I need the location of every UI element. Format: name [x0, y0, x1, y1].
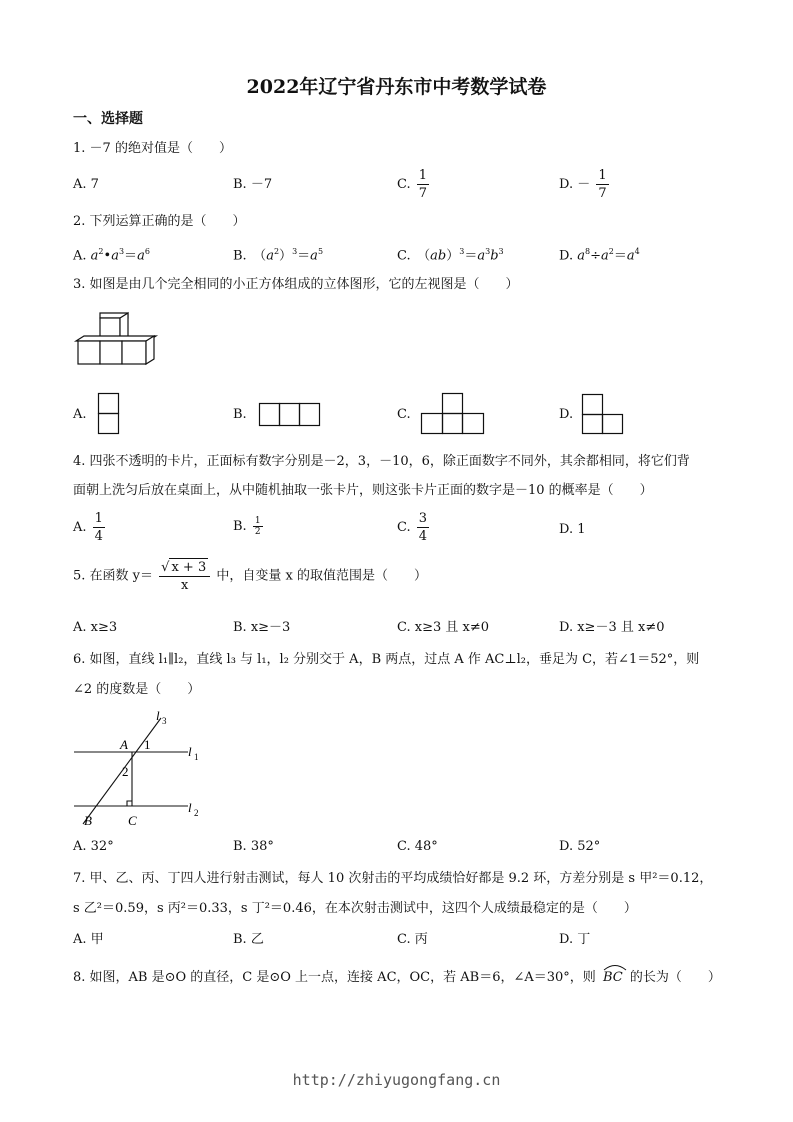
q3-option-c-figure [421, 393, 487, 437]
q7-option-c: C. 丙 [397, 932, 428, 947]
q3-option-b-figure [259, 403, 323, 427]
q4-option-b: B. $\frac{1}{2}$ [233, 516, 261, 537]
label-l1: l [188, 744, 192, 759]
q3-option-b-label: B. [233, 407, 247, 422]
q6-stem-line2: ∠2 的度数是（ ） [73, 682, 201, 697]
q1-option-d: D. － $\frac{1}{7}$ [559, 168, 607, 201]
q3-option-d-label: D. [559, 407, 574, 422]
label-l3-sub: 3 [162, 716, 167, 726]
label-A: A [120, 737, 128, 752]
q7-stem-line1: 7. 甲、乙、丙、丁四人进行射击测试，每人 10 次射击的平均成绩恰好都是 9.2 环，方差分别是 s 甲²＝0.12， [73, 871, 713, 886]
q6-option-d: D. 52° [559, 839, 601, 854]
footer-url: http://zhiyugongfang.cn [292, 1071, 501, 1089]
q2-option-d: D. $a^8\div a^2=a^4$ [559, 247, 640, 264]
q1-option-a: A. 7 [73, 177, 99, 192]
q1-option-c: C. $\frac{1}{7}$ [397, 168, 428, 201]
q6-option-a: A. 32° [73, 839, 114, 854]
q4-option-d: D. 1 [559, 522, 586, 537]
q7-option-d: D. 丁 [559, 932, 591, 947]
q7-stem-line2: s 乙²＝0.59，s 丙²＝0.33，s 丁²＝0.46，在本次射击测试中，这四个人成绩最稳定的是（ ） [73, 901, 637, 916]
q3-option-a-figure [98, 393, 120, 435]
q6-stem-line1: 6. 如图，直线 l₁∥l₂，直线 l₃ 与 l₁，l₂ 分别交于 A，B 两点，过点 A 作 AC⊥l₂，垂足为 C，若∠1＝52°，则 [73, 652, 700, 667]
q5-option-a: A. x≥3 [73, 620, 118, 635]
label-angle-2: 2 [122, 764, 129, 779]
q2-option-c: C. $(ab)^3=a^3b^3$ [397, 247, 504, 264]
q8-stem: 8. 如图，AB 是⊙O 的直径，C 是⊙O 上一点，连接 AC，OC，若 AB＝6，∠A＝30°，则 BC 的长为（ ） [73, 969, 721, 987]
label-C: C [128, 813, 137, 828]
q6-option-b: B. 38° [233, 839, 274, 854]
q3-stem: 3. 如图是由几个完全相同的小正方体组成的立体图形，它的左视图是（ ） [73, 277, 519, 292]
q4-option-a: A. $\frac{1}{4}$ [73, 511, 103, 544]
label-l2-sub: 2 [194, 808, 199, 818]
q5-option-c: C. x≥3 且 x≠0 [397, 620, 490, 635]
arc-bc-label: BC [602, 970, 623, 985]
q2-stem: 2. 下列运算正确的是（ ） [73, 214, 246, 229]
label-l3: l [156, 708, 160, 723]
q5-stem: 5. 在函数 y＝ $\frac{√ x + 3}{x}$ 中，自变量 x 的取值范围是（ ） [73, 560, 427, 593]
label-l1-sub: 1 [194, 752, 199, 762]
q1-option-b: B. －7 [233, 177, 273, 192]
label-angle-1: 1 [144, 737, 151, 752]
section-heading: 一、选择题 [73, 111, 143, 127]
q3-option-c-label: C. [397, 407, 411, 422]
q6-parallel-lines-figure [70, 706, 210, 832]
q4-stem-line2: 面朝上洗匀后放在桌面上，从中随机抽取一张卡片，则这张卡片正面的数字是－10 的概率是（ ） [73, 483, 653, 498]
q3-option-d-figure [582, 394, 626, 436]
page-title: 2022年辽宁省丹东市中考数学试卷 [246, 76, 547, 98]
q3-option-a-label: A. [73, 407, 87, 422]
label-l2: l [188, 800, 192, 815]
q5-option-d: D. x≥－3 且 x≠0 [559, 620, 665, 635]
q2-option-b: B. $(a^2)^3=a^5$ [233, 247, 324, 264]
q4-option-c: C. $\frac{3}{4}$ [397, 511, 428, 544]
label-B: B [84, 813, 92, 828]
q4-stem-line1: 4. 四张不透明的卡片，正面标有数字分别是－2，3，－10，6，除正面数字不同外，其余都相同，将它们背 [73, 454, 690, 469]
q5-option-b: B. x≥－3 [233, 620, 291, 635]
q3-cube-figure [76, 310, 158, 368]
q7-option-b: B. 乙 [233, 932, 264, 947]
q1-stem: 1. －7 的绝对值是（ ） [73, 141, 232, 156]
q7-option-a: A. 甲 [73, 932, 104, 947]
q2-option-a: A. $a^2•a^3=a^6$ [73, 247, 150, 264]
q6-option-c: C. 48° [397, 839, 438, 854]
